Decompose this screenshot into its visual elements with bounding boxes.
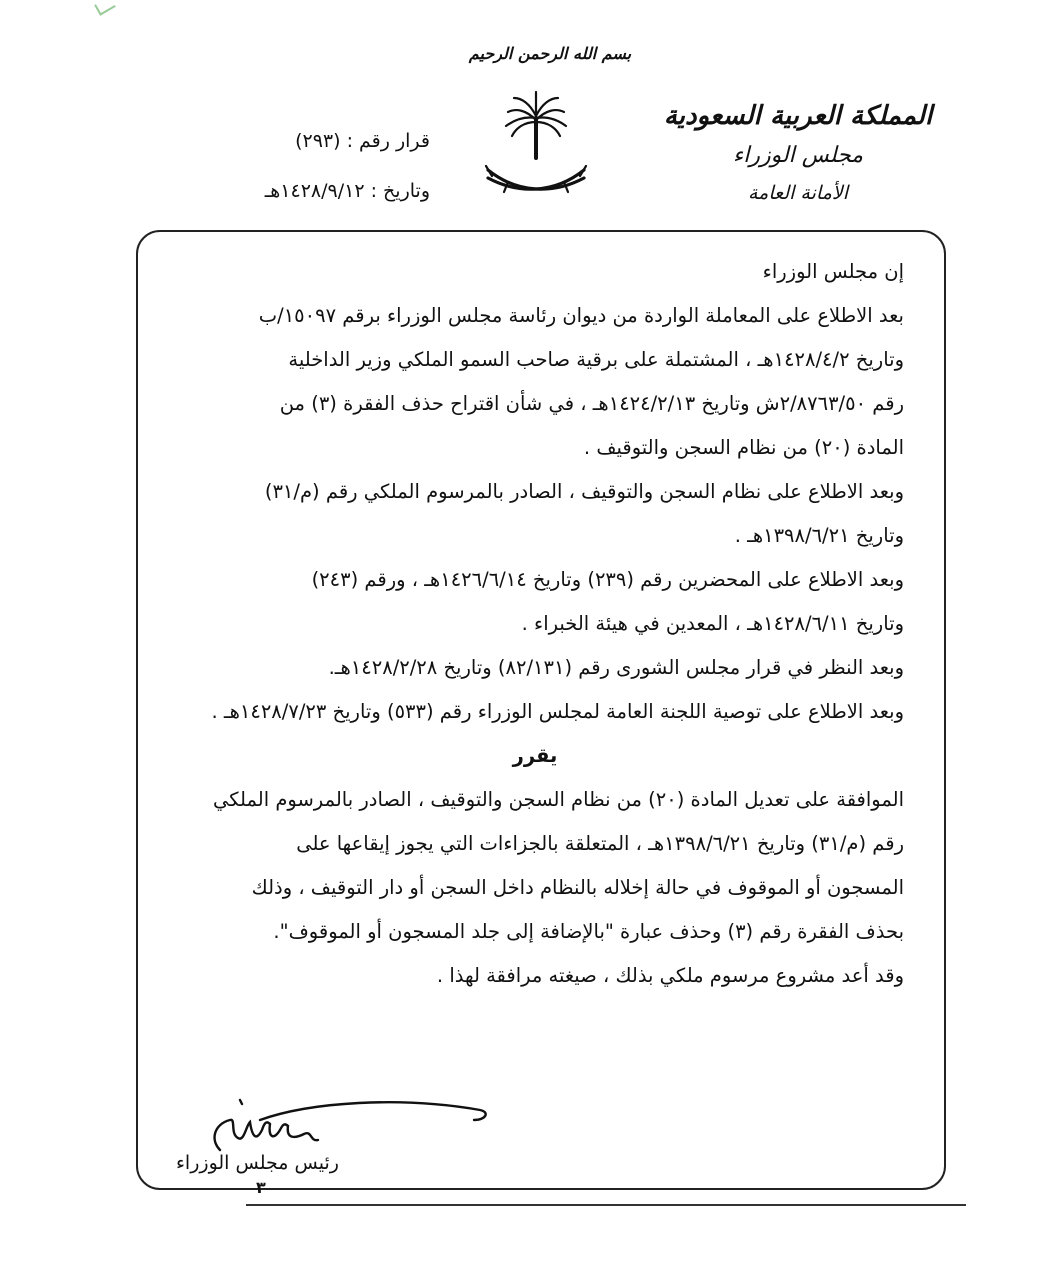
text-line: وبعد الاطلاع على المحضرين رقم (٢٣٩) وتاريخ ١٤٢٦/٦/١٤هـ ، ورقم (٢٤٣): [311, 568, 904, 591]
corner-mark: [94, 0, 116, 16]
text-line: وبعد الاطلاع على توصية اللجنة العامة لمجلس الوزراء رقم (٥٣٣) وتاريخ ١٤٢٨/٧/٢٣هـ .: [211, 700, 904, 723]
opening-line: إن مجلس الوزراء: [762, 260, 904, 283]
paragraph-committee: [166, 690, 904, 734]
text-line: رقم (م/٣١) وتاريخ ١٣٩٨/٦/٢١هـ ، المتعلقة بالجزاءات التي يجوز إيقاعها على: [296, 832, 904, 855]
basmala: بسم الله الرحمن الرحيم: [468, 44, 632, 63]
frame-shadow-line: [246, 1204, 966, 1206]
decides-heading: يقرر: [512, 744, 558, 767]
signer-title: رئيس مجلس الوزراء: [176, 1152, 339, 1174]
decision-label: قرار رقم :: [346, 130, 430, 152]
text-line: بحذف الفقرة رقم (٣) وحذف عبارة "بالإضافة إلى جلد المسجون أو الموقوف".: [273, 920, 904, 943]
decision-reference: [150, 116, 430, 216]
text-line: المسجون أو الموقوف في حالة إخلاله بالنظام داخل السجن أو دار التوقيف ، وذلك: [251, 876, 904, 899]
decision-date-row: [150, 166, 430, 216]
decision-number: (٢٩٣): [295, 130, 341, 152]
paragraph-system: [166, 470, 904, 558]
council-name: مجلس الوزراء: [732, 143, 864, 168]
text-line: وبعد النظر في قرار مجلس الشورى رقم (٨٢/١٣١) وتاريخ ١٤٢٨/٢/٢٨هـ.: [328, 656, 904, 679]
secretariat-name: الأمانة العامة: [748, 182, 848, 204]
text-line: المادة (٢٠) من نظام السجن والتوقيف .: [583, 436, 904, 459]
letterhead: [658, 96, 938, 210]
text-line: رقم ٢/٨٧٦٣/٥٠ش وتاريخ ١٤٢٤/٢/١٣هـ ، في شأن اقتراح حذف الفقرة (٣) من: [279, 392, 904, 415]
decision-date: ١٤٢٨/٩/١٢هـ: [264, 180, 365, 202]
text-line: وتاريخ ١٤٢٨/٦/١١هـ ، المعدين في هيئة الخبراء .: [521, 612, 904, 635]
text-line: الموافقة على تعديل المادة (٢٠) من نظام السجن والتوقيف ، الصادر بالمرسوم الملكي: [213, 788, 904, 811]
signature: [200, 1090, 500, 1160]
text-line: بعد الاطلاع على المعاملة الواردة من ديوان رئاسة مجلس الوزراء برقم ١٥٠٩٧/ب: [258, 304, 904, 327]
decision-number-row: [150, 116, 430, 166]
resolution: [166, 778, 904, 998]
paragraph-shura: [166, 646, 904, 690]
decision-body: [166, 250, 904, 998]
text-line: وتاريخ ١٤٢٨/٤/٢هـ ، المشتملة على برقية صاحب السمو الملكي وزير الداخلية: [288, 348, 904, 371]
page-number: ٣: [256, 1178, 266, 1197]
text-line: وبعد الاطلاع على نظام السجن والتوقيف ، الصادر بالمرسوم الملكي رقم (م/٣١): [264, 480, 904, 503]
kingdom-name: المملكة العربية السعودية: [663, 101, 933, 131]
text-line: وقد أعد مشروع مرسوم ملكي بذلك ، صيغته مرافقة لهذا .: [436, 964, 904, 987]
saudi-emblem-icon: [478, 88, 594, 206]
text-line: وتاريخ ١٣٩٨/٦/٢١هـ .: [734, 524, 904, 547]
date-label: وتاريخ :: [370, 180, 430, 202]
paragraph-transaction: [166, 294, 904, 470]
paragraph-minutes: [166, 558, 904, 646]
